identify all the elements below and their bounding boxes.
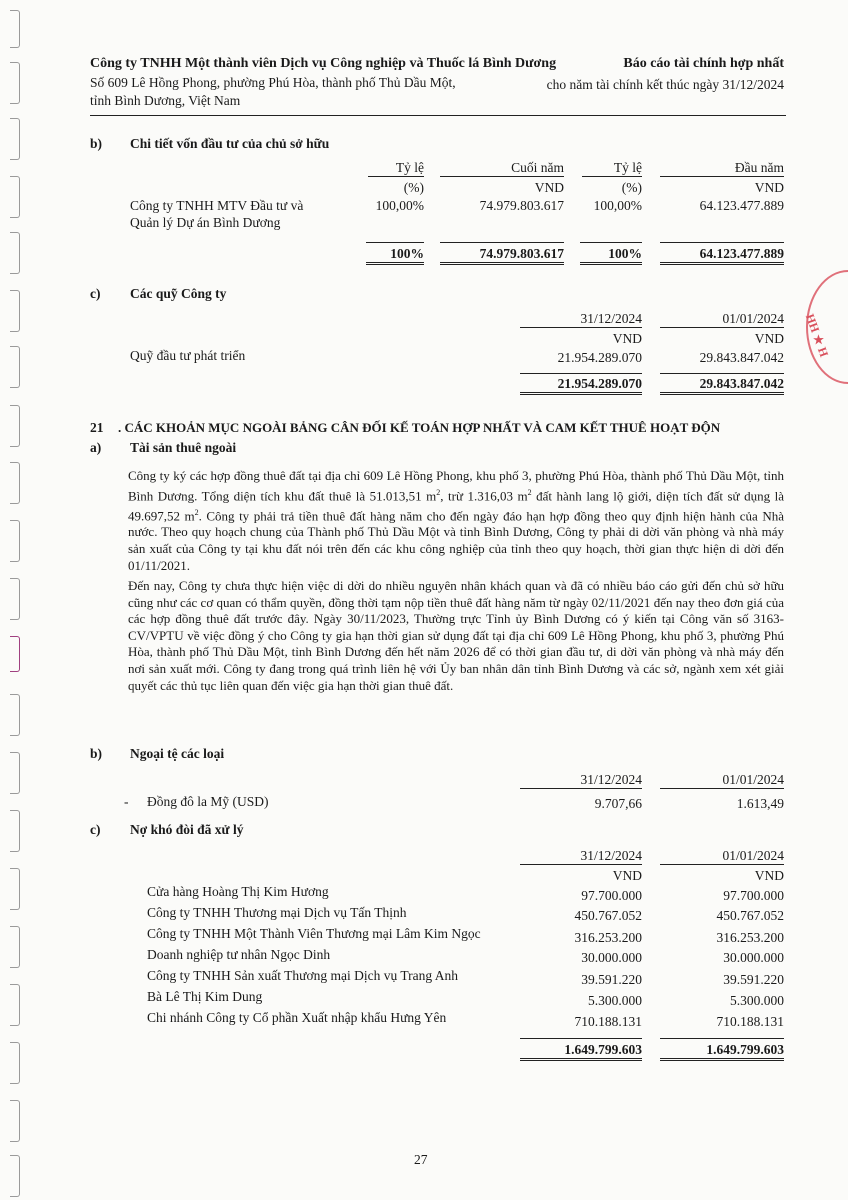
capital-row-name-line2: Quản lý Dự án Bình Dương bbox=[130, 215, 281, 230]
debt-name: Cửa hàng Hoàng Thị Kim Hương bbox=[147, 884, 329, 899]
debt-name: Chi nhánh Công ty Cổ phần Xuất nhập khẩu Hưng Yên bbox=[147, 1010, 447, 1025]
section-21-title: . CÁC KHOẢN MỤC NGOÀI BẢNG CÂN ĐỐI KẾ TOÁN HỢP NHẤT VÀ CAM KẾT THUÊ HOẠT ĐỘN bbox=[118, 420, 721, 435]
fx-row-v1: 9.707,66 bbox=[594, 796, 642, 811]
section-fx-title: Ngoại tệ các loại bbox=[130, 746, 225, 761]
capital-row-ratio2: 100,00% bbox=[593, 198, 642, 213]
funds-row-name: Quỹ đầu tư phát triển bbox=[130, 348, 246, 363]
debt-v1: 710.188.131 bbox=[574, 1014, 642, 1029]
funds-header-1: 31/12/2024 bbox=[520, 311, 642, 328]
debt-v1: 450.767.052 bbox=[574, 908, 642, 923]
debts-unit-2: VND bbox=[754, 868, 784, 883]
section-21a-title: Tài sản thuê ngoài bbox=[130, 440, 237, 455]
capital-unit-1: (%) bbox=[403, 180, 424, 195]
report-period: cho năm tài chính kết thúc ngày 31/12/2024 bbox=[546, 77, 784, 92]
stamp-text: HH ★ H bbox=[802, 312, 832, 359]
debt-v1: 316.253.200 bbox=[574, 930, 642, 945]
debt-v2: 39.591.220 bbox=[723, 972, 784, 987]
capital-total-end: 74.979.803.617 bbox=[440, 242, 564, 265]
debts-total-2: 1.649.799.603 bbox=[660, 1038, 784, 1061]
debt-name: Doanh nghiệp tư nhân Ngọc Dinh bbox=[147, 947, 331, 962]
debt-v1: 97.700.000 bbox=[581, 888, 642, 903]
funds-row-v1: 21.954.289.070 bbox=[557, 350, 642, 365]
fx-header-1: 31/12/2024 bbox=[520, 772, 642, 789]
debt-name: Bà Lê Thị Kim Dung bbox=[147, 989, 263, 1004]
capital-header-ratio1: Tỷ lệ bbox=[368, 160, 424, 177]
funds-header-2: 01/01/2024 bbox=[660, 311, 784, 328]
capital-row-ratio1: 100,00% bbox=[375, 198, 424, 213]
debt-name: Công ty TNHH Một Thành Viên Thương mại Lâm Kim Ngọc bbox=[147, 926, 481, 941]
funds-unit-1: VND bbox=[612, 331, 642, 346]
capital-total-ratio2: 100% bbox=[580, 242, 642, 265]
section-b-marker: b) bbox=[90, 136, 103, 151]
debts-unit-1: VND bbox=[612, 868, 642, 883]
capital-total-ratio1: 100% bbox=[366, 242, 424, 265]
capital-header-end: Cuối năm bbox=[440, 160, 564, 177]
capital-row-name-line1: Công ty TNHH MTV Đầu tư và bbox=[130, 198, 304, 213]
capital-unit-2: VND bbox=[534, 180, 564, 195]
debt-v1: 30.000.000 bbox=[581, 950, 642, 965]
capital-unit-3: (%) bbox=[621, 180, 642, 195]
debt-v2: 450.767.052 bbox=[716, 908, 784, 923]
section-debts-title: Nợ khó đòi đã xử lý bbox=[130, 822, 244, 837]
fx-dash: - bbox=[124, 794, 129, 809]
capital-total-begin: 64.123.477.889 bbox=[660, 242, 784, 265]
debts-header-2: 01/01/2024 bbox=[660, 848, 784, 865]
capital-header-ratio2: Tỷ lệ bbox=[582, 160, 642, 177]
fx-row-name: Đồng đô la Mỹ (USD) bbox=[147, 794, 269, 809]
debt-name: Công ty TNHH Sản xuất Thương mại Dịch vụ Trang Anh bbox=[147, 968, 458, 983]
company-name: Công ty TNHH Một thành viên Dịch vụ Công nghiệp và Thuốc lá Bình Dương bbox=[90, 56, 557, 71]
capital-row-begin: 64.123.477.889 bbox=[699, 198, 784, 213]
section-b-title: Chi tiết vốn đầu tư của chủ sở hữu bbox=[130, 136, 330, 151]
lease-paragraph-2: Đến nay, Công ty chưa thực hiện việc di dời do nhiều nguyên nhân khách quan và đã có nhiều báo cáo gửi đến chủ sở hữu cũng như các cơ quan có thẩm quyền, đồng thời tạm nộp tiền thuê đất hàng năm từ ngày 02/11/2021 đến nay theo đơn giá của các hợp đồng thuê đất trước đây. Ngày 30/11/2023, Thường trực Tỉnh ủy Bình Dương có ý kiến tại Công văn số 3163-CV/VPTU về việc đồng ý cho Công ty gia hạn thời gian sử dụng đất tại địa chỉ 609 Lê Hồng Phong, khu phố 3, phường Phú Hòa, thành phố Thủ Dầu Một, tỉnh Bình Dương đến hết năm 2026 để có thời gian đầu tư, di dời văn phòng và nhà máy đến nơi sản xuất mới. Công ty đang trong quá trình liên hệ với Ủy ban nhân dân tỉnh Bình Dương và các sở, ngành xem xét giải quyết các thủ tục liên quan đến việc gia hạn thời gian thuê đất. bbox=[128, 578, 784, 693]
funds-unit-2: VND bbox=[754, 331, 784, 346]
debt-v2: 316.253.200 bbox=[716, 930, 784, 945]
debt-v2: 5.300.000 bbox=[730, 993, 784, 1008]
capital-header-begin: Đầu năm bbox=[660, 160, 784, 177]
funds-row-v2: 29.843.847.042 bbox=[699, 350, 784, 365]
capital-unit-4: VND bbox=[754, 180, 784, 195]
debt-v2: 97.700.000 bbox=[723, 888, 784, 903]
header-rule bbox=[90, 115, 786, 116]
debt-v2: 710.188.131 bbox=[716, 1014, 784, 1029]
section-fx-marker: b) bbox=[90, 746, 103, 761]
company-address-line1: Số 609 Lê Hồng Phong, phường Phú Hòa, thành phố Thủ Dầu Một, bbox=[90, 75, 456, 90]
fx-header-2: 01/01/2024 bbox=[660, 772, 784, 789]
debts-total-1: 1.649.799.603 bbox=[520, 1038, 642, 1061]
debt-v1: 39.591.220 bbox=[581, 972, 642, 987]
section-c-marker: c) bbox=[90, 286, 101, 301]
debt-v1: 5.300.000 bbox=[588, 993, 642, 1008]
fx-row-v2: 1.613,49 bbox=[736, 796, 784, 811]
page-number: 27 bbox=[414, 1152, 428, 1167]
section-debts-marker: c) bbox=[90, 822, 101, 837]
section-c-title: Các quỹ Công ty bbox=[130, 286, 227, 301]
lease-paragraph-1: Công ty ký các hợp đồng thuê đất tại địa chỉ 609 Lê Hồng Phong, khu phố 3, phường Phú Hòa, thành phố Thủ Dầu Một, tỉnh Bình Dương. Tổng diện tích khu đất thuê là 51.013,51 $m^2$, trừ 1.316,03 $m^2$ đất hành lang lộ giới, diện tích đất sử dụng là 49.697,52 $m^2$. Công ty phải trả tiền thuê đất hàng năm cho đến ngày đáo hạn hợp đồng theo quy định hiện hành của Nhà nước. Theo quy hoạch chung của Thành phố Thủ Dầu Một và tỉnh Bình Dương, Công ty phải di dời văn phòng và nhà máy sản xuất của Công ty tại khu đất nói trên đến các khu công nghiệp của tỉnh theo quy hoạch, thời gian thực hiện di dời đến 01/11/2021. bbox=[128, 468, 784, 573]
report-title: Báo cáo tài chính hợp nhất bbox=[623, 56, 784, 71]
debts-header-1: 31/12/2024 bbox=[520, 848, 642, 865]
company-address-line2: tỉnh Bình Dương, Việt Nam bbox=[90, 93, 241, 108]
section-21a-marker: a) bbox=[90, 440, 102, 455]
red-stamp bbox=[802, 270, 848, 384]
debt-name: Công ty TNHH Thương mại Dịch vụ Tấn Thịnh bbox=[147, 905, 407, 920]
capital-row-end: 74.979.803.617 bbox=[479, 198, 564, 213]
funds-total-1: 21.954.289.070 bbox=[520, 373, 642, 395]
debt-v2: 30.000.000 bbox=[723, 950, 784, 965]
section-21-number: 21 bbox=[90, 420, 104, 435]
funds-total-2: 29.843.847.042 bbox=[660, 373, 784, 395]
